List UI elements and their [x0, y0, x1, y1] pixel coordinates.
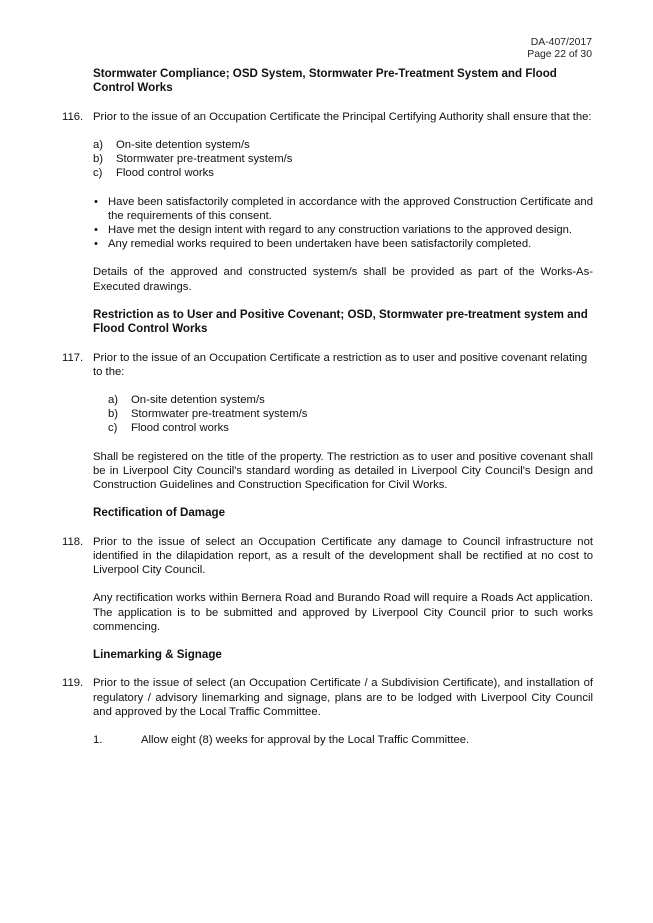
- clause-118: [62, 535, 593, 578]
- document-reference: DA-407/2017: [530, 37, 592, 48]
- page-header: [62, 37, 592, 61]
- paragraph: Shall be registered on the title of the property. The restriction as to user and positive covenant shall be in Liverpool City Council's standard wording as detailed in Liverpool City Council's Design and Construction Guidelines and Construction Specification for Civil Works.: [93, 450, 593, 492]
- list-item: • Any remedial works required to been undertaken have been satisfactorily completed.: [94, 238, 532, 251]
- clause-119: [62, 676, 593, 719]
- clause-text: Prior to the issue of an Occupation Certificate the Principal Certifying Authority shall ensure that the:: [93, 110, 592, 123]
- list-item: • Have been satisfactorily completed in accordance with the approved Construction Certificate and the requirements of this consent.: [94, 195, 593, 222]
- requirement-bullet-list: [93, 195, 593, 252]
- list-item: b) Stormwater pre-treatment system/s: [108, 408, 308, 421]
- list-item: b) Stormwater pre-treatment system/s: [93, 153, 293, 166]
- clause-number: 117.: [62, 351, 84, 364]
- section-heading-linemarking: Linemarking & Signage: [93, 647, 222, 661]
- clause-text: Prior to the issue of an Occupation Certificate a restriction as to user and positive covenant relating to the:: [93, 351, 588, 378]
- list-item: c) Flood control works: [93, 167, 214, 180]
- list-item: 1. Allow eight (8) weeks for approval by the Local Traffic Committee.: [93, 733, 470, 746]
- section-heading-rectification: Rectification of Damage: [93, 506, 226, 520]
- page-number: Page 22 of 30: [527, 49, 592, 60]
- system-list: [93, 138, 593, 181]
- section-heading-stormwater-compliance: Stormwater Compliance; OSD System, Stormwater Pre-Treatment System and Flood Control Works: [93, 67, 557, 95]
- clause-text: Prior to the issue of select an Occupation Certificate any damage to Council infrastructure not identified in the dilapidation report, as a result of the development shall be rectified at no cost to Liverpool City Council.: [93, 535, 593, 577]
- clause-number: 118.: [62, 535, 84, 548]
- clause-117: [62, 351, 593, 379]
- list-item: c) Flood control works: [108, 422, 229, 435]
- paragraph: Details of the approved and constructed system/s shall be provided as part of the Works-As-Executed drawings.: [93, 266, 593, 293]
- paragraph: Any rectification works within Bernera Road and Burando Road will require a Roads Act application. The application is to be submitted and approved by Liverpool City Council prior to such works commencing.: [93, 592, 593, 633]
- clause-text: Prior to the issue of select (an Occupation Certificate / a Subdivision Certificate), and installation of regulatory / advisory linemarking and signage, plans are to be lodged with Liverpool City Council and approved by the Local Traffic Committee.: [93, 677, 593, 718]
- section-heading-restriction-covenant: Restriction as to User and Positive Covenant; OSD, Stormwater pre-treatment system and Flood Control Works: [93, 307, 588, 336]
- clause-116: [62, 110, 593, 124]
- list-item: a) On-site detention system/s: [108, 394, 265, 407]
- clause-number: 116.: [62, 110, 84, 123]
- list-item: • Have met the design intent with regard to any construction variations to the approved design.: [94, 224, 573, 237]
- list-item: a) On-site detention system/s: [93, 139, 250, 152]
- system-list: [108, 393, 593, 436]
- clause-number: 119.: [62, 677, 84, 690]
